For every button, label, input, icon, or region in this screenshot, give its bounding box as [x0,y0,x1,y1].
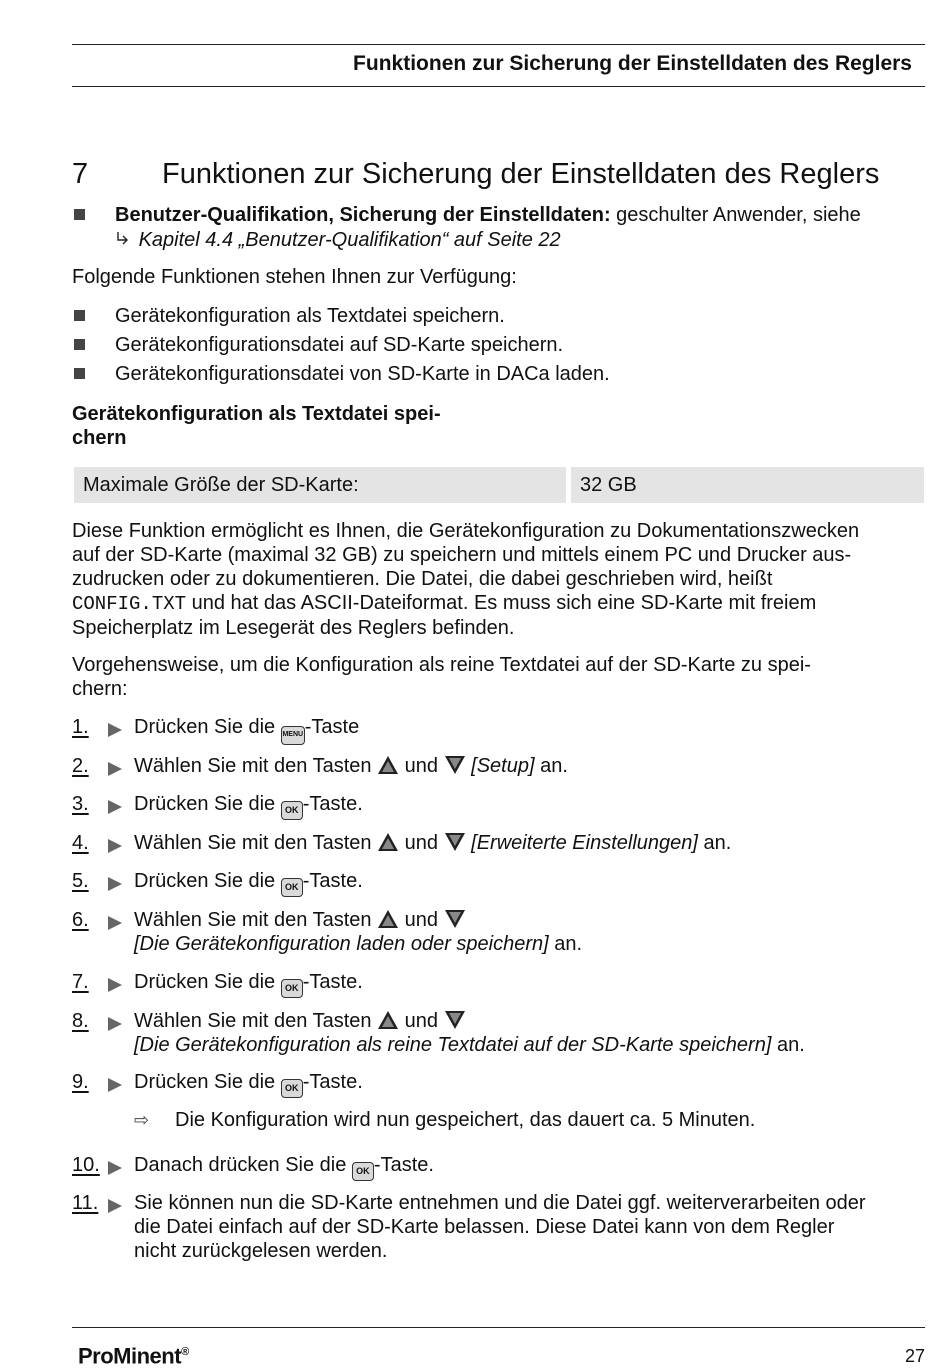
description-line [72,591,927,616]
step-number: 5. [72,870,89,892]
step-number: 4. [72,832,89,854]
section-heading-line1: Gerätekonfiguration als Textdatei spei- [72,403,441,425]
step-text: -Taste [304,716,360,738]
reference-arrow-icon [115,230,133,248]
function-item: Gerätekonfiguration als Textdatei speichern. [115,305,505,327]
qualification-text: geschulter Anwender, siehe [610,204,861,226]
menu-item-load-save-config: [Die Gerätekonfiguration laden oder speichern] [134,933,549,955]
step-text: Wählen Sie mit den Tasten [134,909,378,931]
step-arrow-icon [106,1016,124,1032]
step-text: -Taste. [302,870,363,892]
description-line-text: und hat das ASCII-Dateiformat. Es muss sich eine SD-Karte mit freiem [186,592,817,614]
step-number: 10. [72,1154,100,1176]
step-text: und [399,909,444,931]
procedure-intro-line: Vorgehensweise, um die Konfiguration als reine Textdatei auf der SD-Karte zu spei- [72,654,811,676]
step-number: 8. [72,1010,89,1032]
result-text: Die Konfiguration wird nun gespeichert, das dauert ca. 5 Minuten. [175,1109,756,1131]
description-paragraph [72,519,927,640]
procedure-intro [72,653,927,701]
qualification-link[interactable]: Kapitel 4.4 „Benutzer-Qualifikation“ auf Seite 22 [138,229,561,251]
chapter-title: Funktionen zur Sicherung der Einstelldaten des Reglers [162,158,880,190]
step-arrow-icon [106,838,124,854]
down-key-icon [444,909,466,929]
prominent-logo [78,1340,189,1368]
step-number: 6. [72,909,89,931]
menu-item-save-as-text: [Die Gerätekonfiguration als reine Textdatei auf der SD-Karte speichern] [134,1034,772,1056]
description-line: zudrucken oder zu dokumentieren. Die Datei, die dabei geschrieben wird, heißt [72,568,773,590]
step-result [134,1108,756,1133]
menu-item-advanced-settings: [Erweiterte Einstellungen] [471,832,698,854]
spec-table [74,467,924,503]
qualification-label: Benutzer-Qualifikation, Sicherung der Einstelldaten: [115,204,611,226]
step-text: Wählen Sie mit den Tasten [134,1010,378,1032]
menu-key-icon: MENU [281,726,305,745]
step-text: Drücken Sie die [134,971,281,993]
step-text: Drücken Sie die [134,870,281,892]
bullet-square-icon [74,368,85,379]
up-key-icon [377,755,399,775]
down-key-icon [444,1010,466,1030]
step-text: Danach drücken Sie die [134,1154,352,1176]
result-arrow-icon: ⇨ [134,1110,150,1131]
registered-mark: ® [181,1346,189,1358]
page-number: 27 [904,1346,925,1366]
step-text: und [399,1010,444,1032]
up-key-icon [377,832,399,852]
header-rule-bottom [72,86,925,87]
procedure-intro-line: chern: [72,678,128,700]
step-text: die Datei einfach auf der SD-Karte belassen. Diese Datei kann von dem Regler [134,1216,835,1238]
step-arrow-icon [106,722,124,738]
step-text: an. [697,832,732,854]
ok-key-icon: OK [352,1162,374,1181]
step-arrow-icon [106,1198,124,1214]
down-key-icon [444,832,466,852]
step-text: und [399,832,444,854]
step-text: Sie können nun die SD-Karte entnehmen und die Datei ggf. weiterverarbeiten oder [134,1192,866,1214]
step-number: 9. [72,1071,89,1093]
step-text: Wählen Sie mit den Tasten [134,755,378,777]
chapter-number: 7 [72,158,89,190]
step-text: Drücken Sie die [134,793,281,815]
step-number: 1. [72,716,89,738]
step-text: -Taste. [373,1154,434,1176]
bullet-square-icon [74,310,85,321]
ok-key-icon: OK [281,1079,303,1098]
section-heading-line2: chern [72,427,127,449]
step-text: an. [534,755,568,777]
description-line: auf der SD-Karte (maximal 32 GB) zu speichern und mittels einem PC und Drucker aus- [72,544,852,566]
logo-text: ProMinent [78,1343,182,1369]
description-line: Diese Funktion ermöglicht es Ihnen, die Gerätekonfiguration zu Dokumentationszwecken [72,520,860,542]
up-key-icon [377,909,399,929]
spec-label: Maximale Größe der SD-Karte: [74,467,566,503]
function-item: Gerätekonfigurationsdatei auf SD-Karte speichern. [115,334,564,356]
step-text: Wählen Sie mit den Tasten [134,832,378,854]
section-heading [72,402,462,450]
ok-key-icon: OK [281,878,303,897]
description-line: Speicherplatz im Lesegerät des Reglers befinden. [72,617,515,639]
step-arrow-icon [106,1077,124,1093]
step-text: an. [771,1034,805,1056]
step-text: -Taste. [302,793,363,815]
footer-rule [72,1327,925,1328]
function-item: Gerätekonfigurationsdatei von SD-Karte in DACa laden. [115,363,610,385]
qualification-line [115,203,861,227]
config-filename: CONFIG.TXT [72,593,187,615]
up-key-icon [377,1010,399,1030]
step-text: -Taste. [302,971,363,993]
step-text: an. [548,933,583,955]
step-text: nicht zurückgelesen werden. [134,1240,388,1262]
step-arrow-icon [106,977,124,993]
step-number: 11. [72,1192,99,1214]
bullet-square-icon [74,209,85,220]
header-rule-top [72,44,925,45]
step-arrow-icon [106,799,124,815]
running-title: Funktionen zur Sicherung der Einstelldaten des Reglers [353,52,912,75]
step-arrow-icon [106,761,124,777]
step-number: 2. [72,755,89,777]
down-key-icon [444,755,466,775]
step-number: 3. [72,793,89,815]
ok-key-icon: OK [281,801,303,820]
step-text: und [399,755,444,777]
step-text: -Taste. [302,1071,363,1093]
step-text: Drücken Sie die [134,716,281,738]
intro-text: Folgende Funktionen stehen Ihnen zur Verfügung: [72,266,517,288]
step-arrow-icon [106,1160,124,1176]
step-text: Drücken Sie die [134,1071,281,1093]
spec-value: 32 GB [571,467,924,503]
step-arrow-icon [106,876,124,892]
bullet-square-icon [74,339,85,350]
menu-item-setup: [Setup] [471,755,535,777]
step-number: 7. [72,971,89,993]
step-arrow-icon [106,915,124,931]
qualification-reference[interactable] [115,228,561,252]
ok-key-icon: OK [281,979,303,998]
